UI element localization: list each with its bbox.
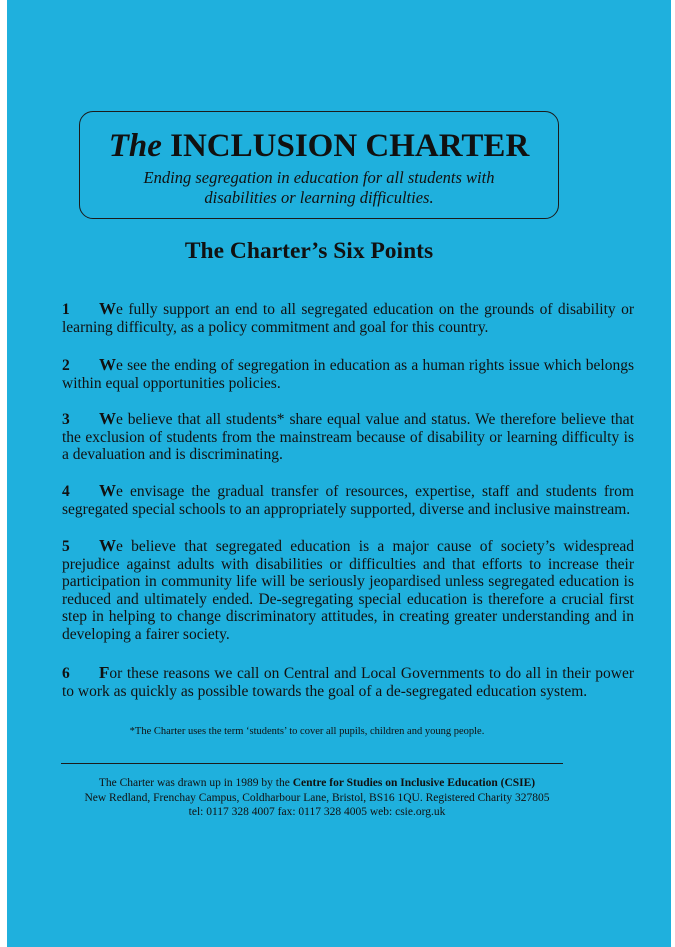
point-text: e envisage the gradual transfer of resources, expertise, staff and students from segregated special schools to an appropriately supported, diverse and inclusive mainstream.: [62, 483, 634, 518]
section-heading: The Charter’s Six Points: [184, 238, 434, 264]
subtitle-line: Ending segregation in education for all students with: [143, 168, 495, 187]
footer-contact: tel: 0117 328 4007 fax: 0117 328 4005 web: csie.org.uk: [188, 806, 446, 818]
point-number: 2: [62, 357, 70, 374]
charter-point-5: [62, 537, 634, 644]
point-initial: W: [99, 481, 116, 500]
charter-point-1: [62, 300, 634, 336]
point-text: or these reasons we call on Central and Local Governments to do all in their power to work as quickly as possible towards the goal of a de-segregated education system.: [62, 665, 634, 700]
charter-point-3: [62, 410, 634, 464]
point-number: 6: [62, 665, 70, 682]
point-initial: W: [99, 409, 116, 428]
footer-prefix: The Charter was drawn up in 1989 by the: [98, 777, 293, 789]
title-box: [79, 111, 559, 219]
point-number: 1: [62, 301, 70, 318]
charter-point-4: [62, 482, 634, 518]
point-number: 5: [62, 538, 70, 555]
point-text: e fully support an end to all segregated education on the grounds of disability or learning difficulty, as a policy commitment and goal for this country.: [62, 301, 634, 336]
footer-address: New Redland, Frenchay Campus, Coldharbour Lane, Bristol, BS16 1QU. Registered Charity 327805: [84, 791, 550, 804]
point-initial: F: [99, 663, 110, 682]
organization-name: Centre for Studies on Inclusive Education (CSIE): [292, 777, 536, 789]
point-number: 4: [62, 483, 70, 500]
divider: [61, 763, 563, 764]
point-initial: W: [99, 536, 116, 555]
point-initial: W: [99, 355, 116, 374]
charter-point-6: [62, 664, 634, 700]
document-title: [80, 126, 558, 166]
title-main: INCLUSION CHARTER: [170, 128, 530, 164]
footer: [47, 776, 587, 820]
point-text: e believe that segregated education is a major cause of society’s widespread prejudice against adults with disabilities or difficulties and that efforts to increase their participation in community life will be seriously jeopardised unless segregated education is reduced and ultimately ended. De-segregating special education is therefore a crucial first step in helping to change discriminatory attitudes, in creating greater understanding and in developing a fairer society.: [62, 538, 634, 643]
subtitle-line: disabilities or learning difficulties.: [204, 188, 434, 207]
document-page: [7, 0, 671, 947]
point-number: 3: [62, 411, 70, 428]
point-text: e see the ending of segregation in education as a human rights issue which belongs within equal opportunities policies.: [62, 357, 634, 392]
footnote: *The Charter uses the term ‘students’ to cover all pupils, children and young people.: [129, 726, 485, 737]
footer-line-1: [47, 776, 587, 791]
point-initial: W: [99, 299, 116, 318]
title-italic: The: [108, 128, 162, 164]
document-subtitle: [120, 168, 518, 208]
charter-point-2: [62, 356, 634, 392]
point-text: e believe that all students* share equal value and status. We therefore believe that the exclusion of students from the mainstream because of disability or learning difficulty is a devaluation and is discriminating.: [62, 411, 634, 464]
